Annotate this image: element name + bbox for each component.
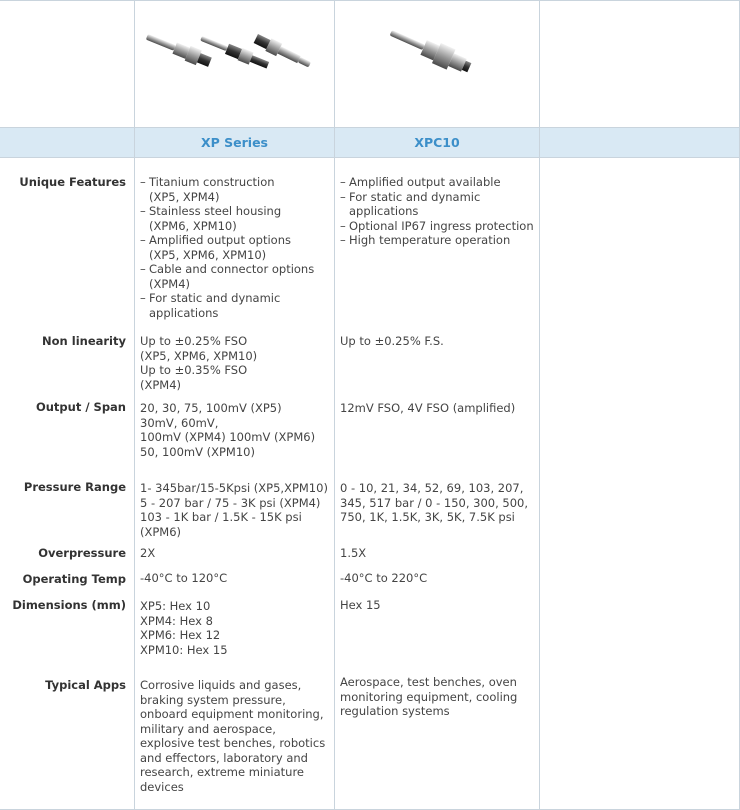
row-label-output-span: Output / Span xyxy=(35,400,126,414)
xpc-pressure-range: 0 - 10, 21, 34, 52, 69, 103, 207, 345, 517 bar / 0 - 150, 300, 500, 750, 1K, 1.5K, 3K, 5K, 7.5K psi xyxy=(340,481,529,524)
xp-typical-apps: Corrosive liquids and gases, braking system pressure, onboard equipment monitoring, military and aerospace, explosive test benches, robotics and effectors, laboratory and research, extreme miniature devices xyxy=(140,678,326,794)
xpc-operating-temp: -40°C to 220°C xyxy=(340,571,428,585)
list-item: – Optional IP67 ingress protection xyxy=(340,219,534,234)
xp-non-linearity: Up to ±0.25% FSO (XP5, XPM6, XPM10) Up to ±0.35% FSO (XPM4) xyxy=(140,334,258,392)
xp-pressure-range: 1- 345bar/15-5Kpsi (XP5,XPM10) 5 - 207 bar / 75 - 3K psi (XPM4) 103 - 1K bar / 1.5K - 15K psi (XPM6) xyxy=(140,481,328,539)
xpc-overpressure: 1.5X xyxy=(340,546,367,560)
xpc10-sensor-picture xyxy=(382,26,492,101)
xp-overpressure: 2X xyxy=(140,546,156,560)
row-label-pressure-range: Pressure Range xyxy=(23,480,126,494)
list-item: – For static and dynamic applications xyxy=(140,291,314,320)
list-item: – For static and dynamic applications xyxy=(340,190,534,219)
column-title-xp-series: XP Series xyxy=(201,135,268,150)
list-item: – Amplified output available xyxy=(340,175,534,190)
row-label-overpressure: Overpressure xyxy=(38,546,126,560)
column-title-xpc10: XPC10 xyxy=(414,135,460,150)
xp-output-span: 20, 30, 75, 100mV (XP5) 30mV, 60mV, 100mV (XPM4) 100mV (XPM6) 50, 100mV (XPM10) xyxy=(140,401,316,459)
row-label-dimensions: Dimensions (mm) xyxy=(12,598,126,612)
row-label-unique-features: Unique Features xyxy=(19,175,126,189)
xpc-dimensions: Hex 15 xyxy=(340,598,381,612)
xpc10-product-image xyxy=(335,0,539,127)
xpc-typical-apps: Aerospace, test benches, oven monitoring equipment, cooling regulation systems xyxy=(340,675,518,718)
xp-unique-features xyxy=(140,175,314,320)
column-header-row xyxy=(0,128,740,157)
xp-operating-temp: -40°C to 120°C xyxy=(140,571,228,585)
xp-series-sensors-picture xyxy=(140,26,330,101)
list-item: – Amplified output options (XP5, XPM6, XPM10) xyxy=(140,233,314,262)
row-label-non-linearity: Non linearity xyxy=(42,334,126,348)
xpc-output-span: 12mV FSO, 4V FSO (amplified) xyxy=(340,401,516,415)
xpc-unique-features xyxy=(340,175,534,248)
row-label-typical-apps: Typical Apps xyxy=(45,678,126,692)
xp-series-product-image xyxy=(135,0,334,127)
xp-dimensions: XP5: Hex 10 XPM4: Hex 8 XPM6: Hex 12 XPM10: Hex 15 xyxy=(140,599,228,657)
column-title-empty xyxy=(540,128,740,157)
list-item: – Stainless steel housing (XPM6, XPM10) xyxy=(140,204,314,233)
list-item: – Titanium construction (XP5, XPM4) xyxy=(140,175,314,204)
list-item: – High temperature operation xyxy=(340,233,534,248)
list-item: – Cable and connector options (XPM4) xyxy=(140,262,314,291)
xpc-non-linearity: Up to ±0.25% F.S. xyxy=(340,334,444,348)
row-label-operating-temp: Operating Temp xyxy=(22,572,126,586)
